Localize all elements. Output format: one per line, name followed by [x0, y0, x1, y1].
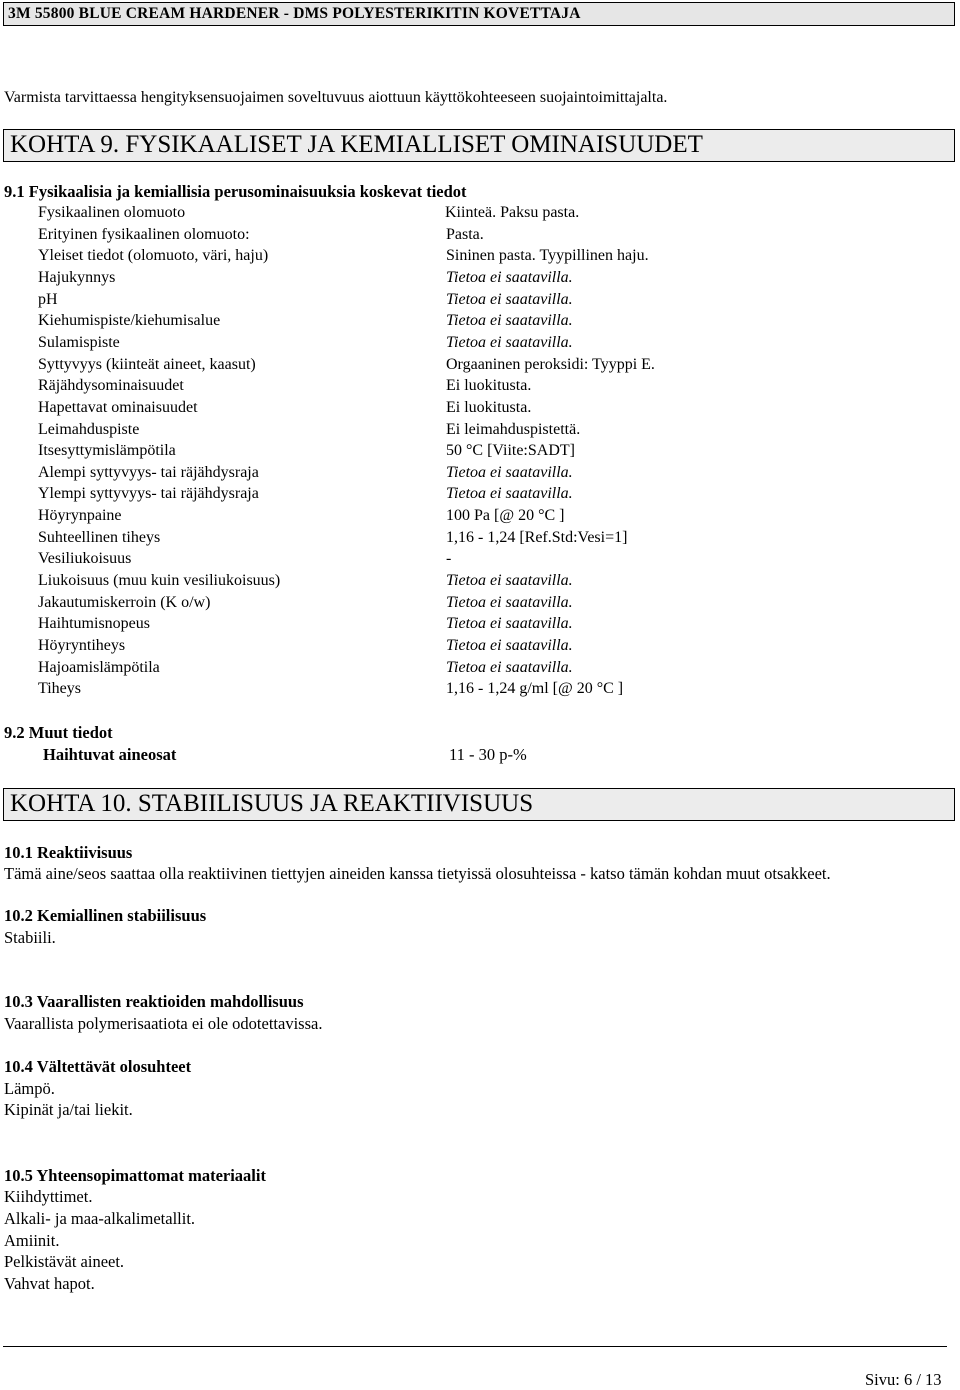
section-10-1-text: Tämä aine/seos saattaa olla reaktiivinen tiettyjen aineiden kanssa tietyissä olosuhteissa - katso tämän kohdan muut otsakkeet.: [4, 864, 831, 883]
property-value: Tietoa ei saatavilla.: [446, 615, 573, 632]
property-value: Tietoa ei saatavilla.: [446, 291, 573, 308]
section-10-4-title: 10.4 Vältettävät olosuhteet: [4, 1057, 192, 1076]
property-value: 100 Pa [@ 20 °C ]: [446, 507, 565, 524]
section-10-3-text: Vaarallista polymerisaatiota ei ole odotettavissa.: [4, 1014, 323, 1033]
section-10-5-title: 10.5 Yhteensopimattomat materiaalit: [4, 1166, 266, 1185]
property-label: Yleiset tiedot (olomuoto, väri, haju): [38, 247, 269, 264]
property-value: Tietoa ei saatavilla.: [446, 312, 573, 329]
property-label: Erityinen fysikaalinen olomuoto:: [38, 226, 250, 243]
list-item: Lämpö.: [4, 1079, 55, 1098]
property-value: 1,16 - 1,24 [Ref.Std:Vesi=1]: [446, 529, 628, 546]
property-value: Ei luokitusta.: [446, 399, 532, 416]
property-label: Suhteellinen tiheys: [38, 529, 161, 546]
property-label: Syttyvyys (kiinteät aineet, kaasut): [38, 356, 256, 373]
section-9-1-title: 9.1 Fysikaalisia ja kemiallisia perusominaisuuksia koskevat tiedot: [4, 182, 467, 201]
volatile-label: Haihtuvat aineosat: [43, 745, 177, 764]
volatile-value: 11 - 30 p-%: [449, 745, 527, 764]
property-label: Hajukynnys: [38, 269, 116, 286]
property-value: Tietoa ei saatavilla.: [446, 464, 573, 481]
property-value: Ei luokitusta.: [446, 377, 532, 394]
footer-divider: [3, 1346, 947, 1347]
property-label: Hapettavat ominaisuudet: [38, 399, 198, 416]
property-label: Hajoamislämpötila: [38, 659, 160, 676]
property-label: Haihtumisnopeus: [38, 615, 150, 632]
section-10-3-title: 10.3 Vaarallisten reaktioiden mahdollisuus: [4, 992, 304, 1011]
property-value: Tietoa ei saatavilla.: [446, 334, 573, 351]
property-label: Jakautumiskerroin (K o/w): [38, 594, 211, 611]
property-label: pH: [38, 291, 58, 308]
property-label: Sulamispiste: [38, 334, 120, 351]
property-label: Leimahduspiste: [38, 421, 140, 438]
property-value: Tietoa ei saatavilla.: [446, 269, 573, 286]
property-label: Itsesyttymislämpötila: [38, 442, 176, 459]
section-10-2-title: 10.2 Kemiallinen stabiilisuus: [4, 906, 207, 925]
property-value: Kiinteä. Paksu pasta.: [445, 204, 580, 221]
property-label: Fysikaalinen olomuoto: [38, 204, 186, 221]
section-10-1-title: 10.1 Reaktiivisuus: [4, 843, 133, 862]
property-label: Ylempi syttyvyys- tai räjähdysraja: [38, 485, 259, 502]
property-value: Tietoa ei saatavilla.: [446, 594, 573, 611]
page-number: Sivu: 6 / 13: [865, 1370, 942, 1389]
property-value: Tietoa ei saatavilla.: [446, 637, 573, 654]
list-item: Kipinät ja/tai liekit.: [4, 1100, 133, 1119]
property-value: 1,16 - 1,24 g/ml [@ 20 °C ]: [446, 680, 624, 697]
intro-text: Varmista tarvittaessa hengityksensuojaimen soveltuvuus aiottuun käyttökohteeseen suojaintoimittajalta.: [4, 89, 668, 106]
property-label: Höyryntiheys: [38, 637, 126, 654]
list-item: Alkali- ja maa-alkalimetallit.: [4, 1209, 196, 1228]
property-value: Ei leimahduspistettä.: [446, 421, 581, 438]
section-10-heading: [3, 788, 955, 821]
document-header: [3, 2, 955, 26]
property-value: Tietoa ei saatavilla.: [446, 659, 573, 676]
property-label: Tiheys: [38, 680, 81, 697]
list-item: Pelkistävät aineet.: [4, 1252, 125, 1271]
property-value: Tietoa ei saatavilla.: [446, 485, 573, 502]
section-9-title: KOHTA 9. FYSIKAALISET JA KEMIALLISET OMINAISUUDET: [10, 131, 703, 158]
property-label: Liukoisuus (muu kuin vesiliukoisuus): [38, 572, 281, 589]
property-value: Sininen pasta. Tyypillinen haju.: [446, 247, 649, 264]
property-value: 50 °C [Viite:SADT]: [446, 442, 575, 459]
property-label: Kiehumispiste/kiehumisalue: [38, 312, 221, 329]
list-item: Kiihdyttimet.: [4, 1187, 93, 1206]
property-label: Höyrynpaine: [38, 507, 122, 524]
property-value: Pasta.: [446, 226, 484, 243]
section-9-2-title: 9.2 Muut tiedot: [4, 723, 113, 742]
property-label: Vesiliukoisuus: [38, 550, 132, 567]
section-10-2-text: Stabiili.: [4, 928, 56, 947]
section-9-heading: [3, 129, 955, 162]
list-item: Vahvat hapot.: [4, 1274, 95, 1293]
property-label: Räjähdysominaisuudet: [38, 377, 184, 394]
section-10-title: KOHTA 10. STABIILISUUS JA REAKTIIVISUUS: [10, 790, 534, 817]
property-label: Alempi syttyvyys- tai räjähdysraja: [38, 464, 259, 481]
property-value: Tietoa ei saatavilla.: [446, 572, 573, 589]
property-value: Orgaaninen peroksidi: Tyyppi E.: [446, 356, 655, 373]
document-title: 3M 55800 BLUE CREAM HARDENER - DMS POLYESTERIKITIN KOVETTAJA: [8, 5, 581, 22]
property-value: -: [446, 550, 452, 567]
list-item: Amiinit.: [4, 1231, 60, 1250]
